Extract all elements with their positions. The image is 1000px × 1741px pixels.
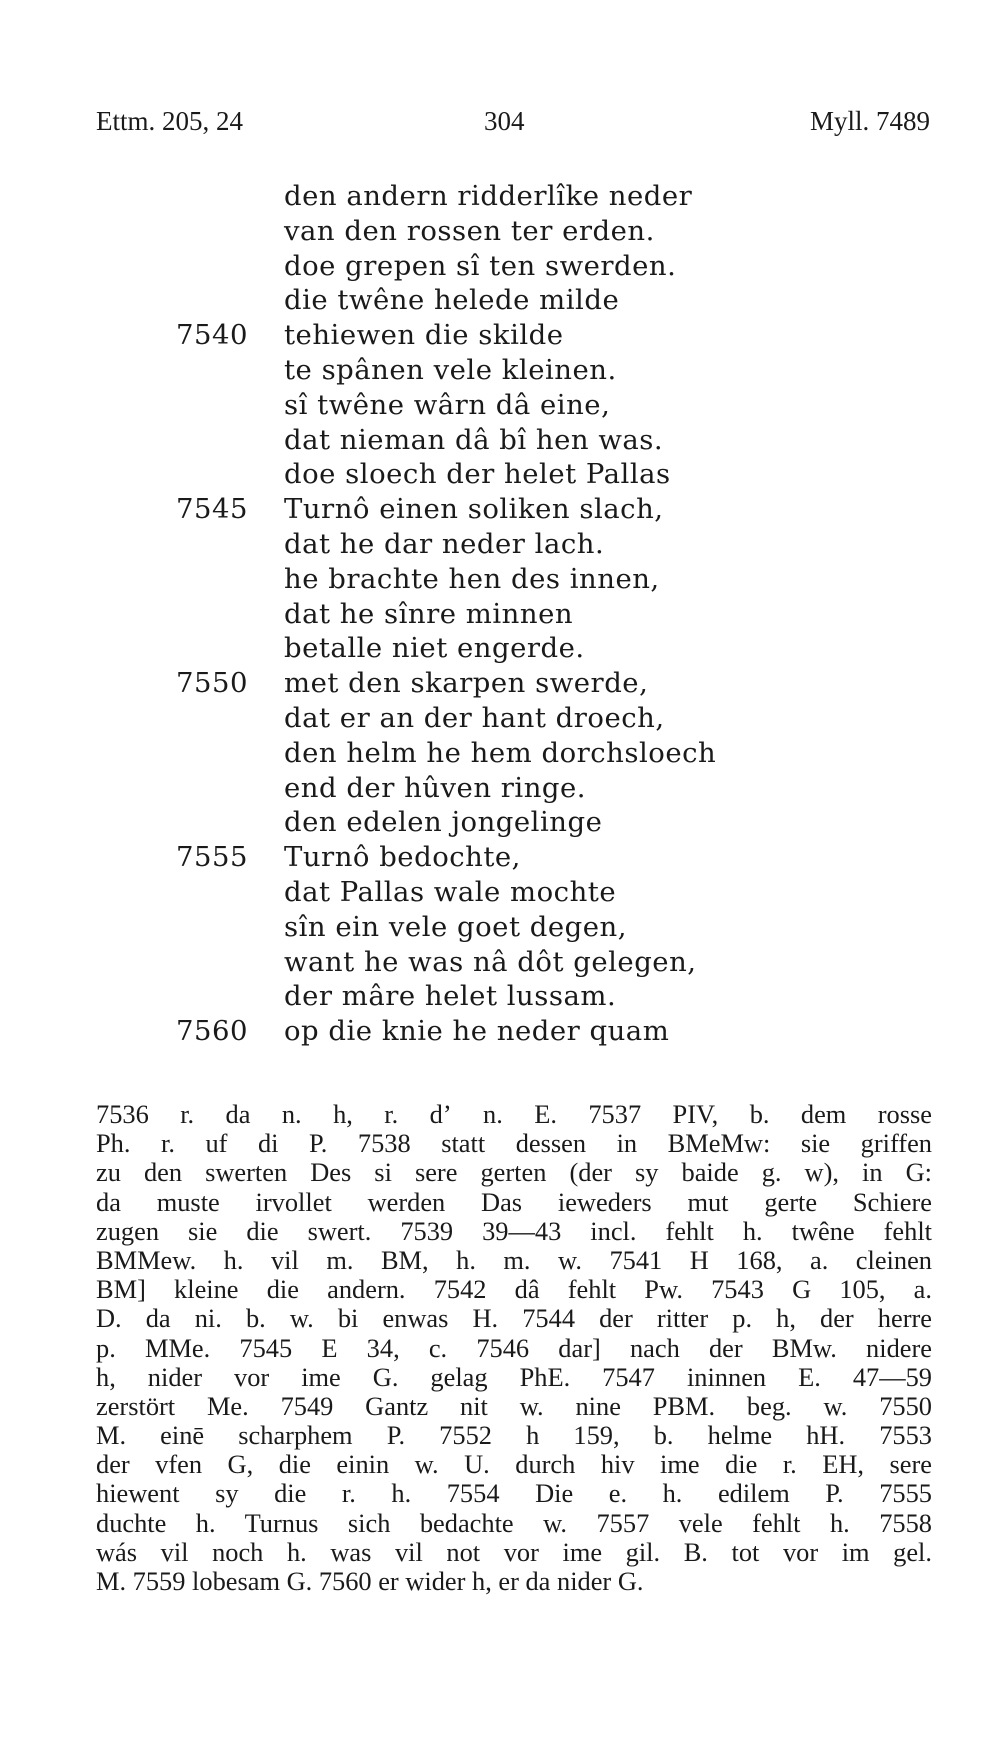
verse-text: end der hûven ringe. [284, 771, 587, 804]
verse-line [0, 250, 1000, 285]
verse-text: dat er an der hant droech, [284, 701, 665, 734]
verse-line [0, 806, 1000, 841]
verse-text: tehiewen die skilde [284, 319, 564, 352]
apparatus-line: zerstört Me. 7549 Gantz nit w. nine PBM. beg. w. 7550 [96, 1391, 932, 1421]
apparatus-line: zu den swerten Des si sere gerten (der sy baide g. w), in G: [96, 1158, 932, 1188]
verse-text: dat Pallas wale mochte [284, 875, 617, 908]
apparatus-line: hiewent sy die r. h. 7554 Die e. h. edilem P. 7555 [96, 1479, 932, 1509]
apparatus-line: p. MMe. 7545 E 34, c. 7546 dar] nach der BMw. nidere [96, 1333, 932, 1363]
verse-text: sîn ein vele goet degen, [284, 910, 627, 943]
header-left-reference: Ettm. 205, 24 [96, 106, 243, 136]
verse-text: dat nieman dâ bî hen was. [284, 423, 664, 456]
verse-line [0, 702, 1000, 737]
verse-text: met den skarpen swerde, [284, 667, 649, 700]
verse-line [0, 284, 1000, 319]
running-header [96, 106, 930, 146]
verse-number: 7555 [176, 841, 248, 874]
verse-line [0, 1015, 1000, 1050]
verse-line [0, 563, 1000, 598]
verse-text: doe grepen sî ten swerden. [284, 249, 677, 282]
verse-number: 7545 [176, 493, 248, 526]
apparatus-line: duchte h. Turnus sich bedachte w. 7557 vele fehlt h. 7558 [96, 1508, 932, 1538]
verse-line [0, 667, 1000, 702]
apparatus-line: da muste irvollet werden Das ieweders mut gerte Schiere [96, 1187, 932, 1217]
verse-line [0, 946, 1000, 981]
verse-text: betalle niet engerde. [284, 632, 585, 665]
apparatus-line: D. da ni. b. w. bi enwas H. 7544 der ritter p. h, der herre [96, 1304, 932, 1334]
verse-text: doe sloech der helet Pallas [284, 458, 671, 491]
apparatus-line: BMMew. h. vil m. BM, h. m. w. 7541 H 168, a. cleinen [96, 1245, 932, 1275]
apparatus-line: 7536 r. da n. h, r. dʼ n. E. 7537 PIV, b. dem rosse [96, 1100, 932, 1129]
header-right-reference: Myll. 7489 [809, 106, 930, 136]
verse-number: 7560 [176, 1015, 248, 1048]
verse-text: Turnô bedochte, [284, 841, 521, 874]
apparatus-line: BM] kleine die andern. 7542 dâ fehlt Pw. 7543 G 105, a. [96, 1275, 932, 1305]
apparatus-line: zugen sie die swert. 7539 39—43 incl. fehlt h. twêne fehlt [96, 1216, 932, 1246]
verse-text: he brachte hen des innen, [284, 562, 660, 595]
verse-text: den edelen jongelinge [284, 806, 603, 839]
verse-block [0, 180, 1000, 1050]
verse-line [0, 180, 1000, 215]
verse-number: 7550 [176, 667, 248, 700]
verse-line [0, 876, 1000, 911]
verse-text: dat he dar neder lach. [284, 527, 605, 560]
verse-text: den helm he hem dorchsloech [284, 736, 717, 769]
apparatus-line: M. einē scharphem P. 7552 h 159, b. helme hH. 7553 [96, 1421, 932, 1451]
verse-text: die twêne helede milde [284, 284, 620, 317]
verse-line [0, 424, 1000, 459]
verse-line [0, 215, 1000, 250]
verse-line [0, 841, 1000, 876]
verse-line [0, 389, 1000, 424]
verse-line [0, 772, 1000, 807]
apparatus-line: wás vil noch h. was vil not vor ime gil. B. tot vor im gel. [96, 1537, 932, 1567]
verse-text: op die knie he neder quam [284, 1015, 670, 1048]
apparatus-line: Ph. r. uf di P. 7538 statt dessen in BMeMw: sie griffen [96, 1129, 932, 1159]
critical-apparatus [96, 1100, 932, 1596]
verse-text: te spânen vele kleinen. [284, 353, 617, 386]
verse-text: van den rossen ter erden. [284, 214, 655, 247]
verse-line [0, 493, 1000, 528]
verse-text: dat he sînre minnen [284, 597, 574, 630]
verse-text: want he was nâ dôt gelegen, [284, 945, 697, 978]
apparatus-line: der vfen G, die einin w. U. durch hiv ime die r. EH, sere [96, 1450, 932, 1480]
verse-line [0, 598, 1000, 633]
verse-text: den andern ridderlîke neder [284, 180, 693, 212]
verse-line [0, 354, 1000, 389]
verse-line [0, 458, 1000, 493]
verse-text: sî twêne wârn dâ eine, [284, 388, 611, 421]
verse-line [0, 319, 1000, 354]
verse-line [0, 911, 1000, 946]
apparatus-line: h, nider vor ime G. gelag PhE. 7547 ininnen E. 47—59 [96, 1362, 932, 1392]
verse-line [0, 980, 1000, 1015]
verse-line [0, 737, 1000, 772]
verse-text: Turnô einen soliken slach, [284, 493, 664, 526]
verse-line [0, 632, 1000, 667]
page-number: 304 [484, 106, 525, 136]
verse-text: der mâre helet lussam. [284, 980, 617, 1013]
apparatus-line: M. 7559 lobesam G. 7560 er wider h, er da nider G. [96, 1567, 644, 1596]
verse-number: 7540 [176, 319, 248, 352]
verse-line [0, 528, 1000, 563]
